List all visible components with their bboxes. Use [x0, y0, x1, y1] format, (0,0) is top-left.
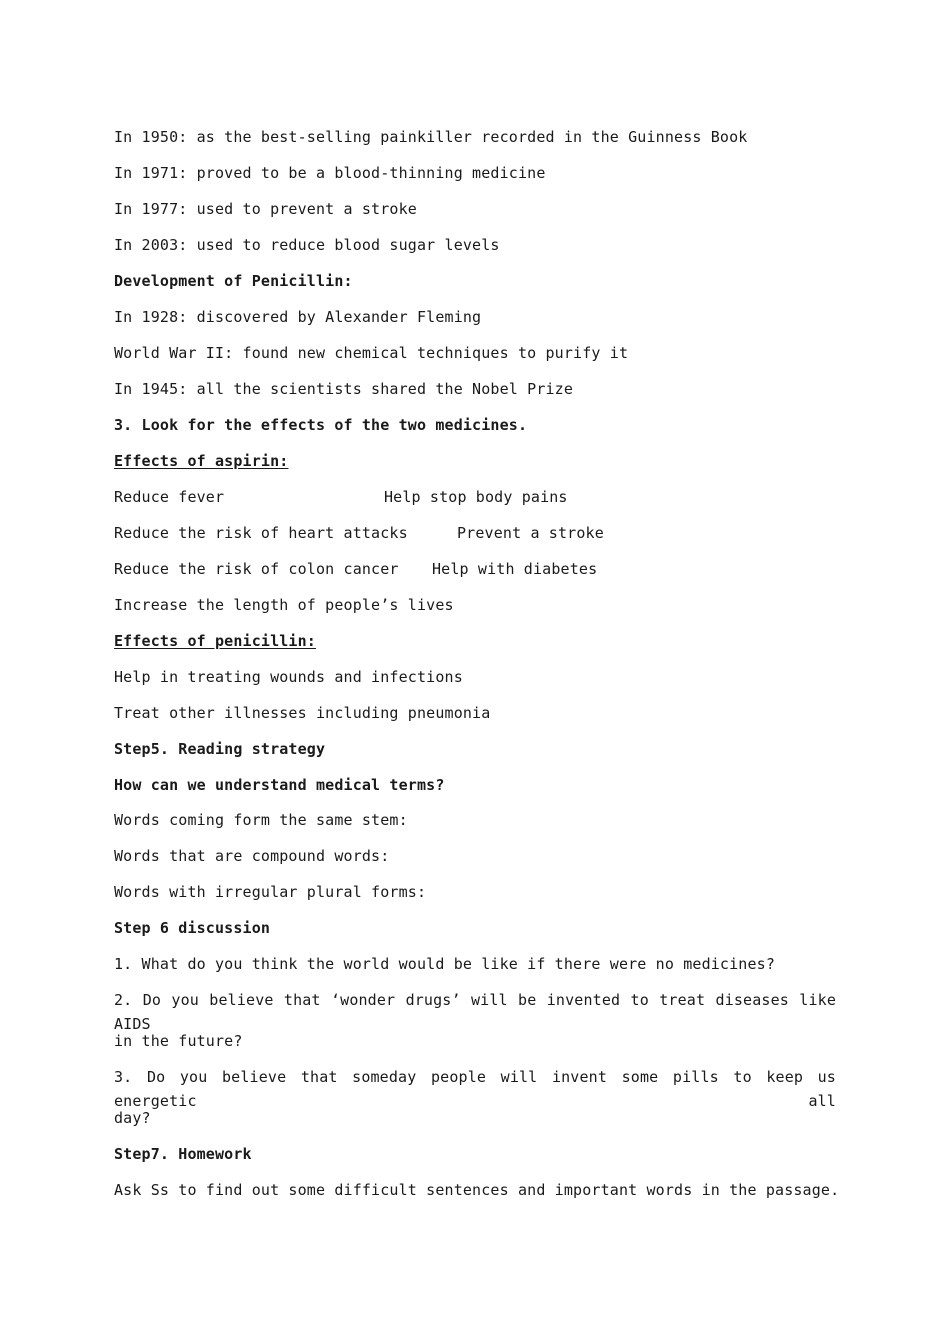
step7-text: Ask Ss to find out some difficult sentences and important words in the passage. — [114, 1181, 840, 1199]
penicillin-line-1928: In 1928: discovered by Alexander Fleming — [114, 308, 482, 326]
aspirin-effects-title: Effects of aspirin: — [114, 452, 289, 470]
step5-question: How can we understand medical terms? — [114, 776, 445, 794]
step6-question-1: 1. What do you think the world would be like if there were no medicines? — [114, 955, 776, 973]
step5-title: Step5. Reading strategy — [114, 740, 326, 758]
step5-item: Words with irregular plural forms: — [114, 883, 427, 901]
step5-item: Words that are compound words: — [114, 847, 390, 865]
aspirin-effect-left: Increase the length of people’s lives — [114, 596, 454, 614]
timeline-line-1950: In 1950: as the best-selling painkiller recorded in the Guinness Book — [114, 128, 748, 146]
aspirin-effect-left: Reduce the risk of heart attacks — [114, 524, 408, 542]
penicillin-line-1945: In 1945: all the scientists shared the Nobel Prize — [114, 380, 574, 398]
step6-question-2-line2: in the future? — [114, 1032, 243, 1050]
step6-question-3-line1: 3. Do you believe that someday people will invent some pills to keep us energetic all — [114, 1068, 836, 1110]
penicillin-effect: Help in treating wounds and infections — [114, 668, 463, 686]
step6-question-3-line2: day? — [114, 1109, 151, 1127]
penicillin-line-wwii: World War II: found new chemical techniques to purify it — [114, 344, 629, 362]
timeline-line-1971: In 1971: proved to be a blood-thinning medicine — [114, 164, 546, 182]
aspirin-effect-left: Reduce fever — [114, 488, 225, 506]
timeline-line-1977: In 1977: used to prevent a stroke — [114, 200, 417, 218]
step5-item: Words coming form the same stem: — [114, 811, 408, 829]
aspirin-effect-right: Help with diabetes — [432, 560, 598, 578]
penicillin-development-heading: Development of Penicillin: — [114, 272, 353, 290]
step6-title: Step 6 discussion — [114, 919, 271, 937]
penicillin-effects-title: Effects of penicillin: — [114, 632, 316, 650]
aspirin-effect-right: Prevent a stroke — [457, 524, 604, 542]
effects-section-heading: 3. Look for the effects of the two medicines. — [114, 416, 528, 434]
aspirin-effect-right: Help stop body pains — [384, 488, 568, 506]
timeline-line-2003: In 2003: used to reduce blood sugar levels — [114, 236, 500, 254]
aspirin-effect-left: Reduce the risk of colon cancer — [114, 560, 399, 578]
penicillin-effect: Treat other illnesses including pneumonia — [114, 704, 491, 722]
step7-title: Step7. Homework — [114, 1145, 252, 1163]
step6-question-2-line1: 2. Do you believe that ‘wonder drugs’ will be invented to treat diseases like AIDS — [114, 991, 836, 1033]
